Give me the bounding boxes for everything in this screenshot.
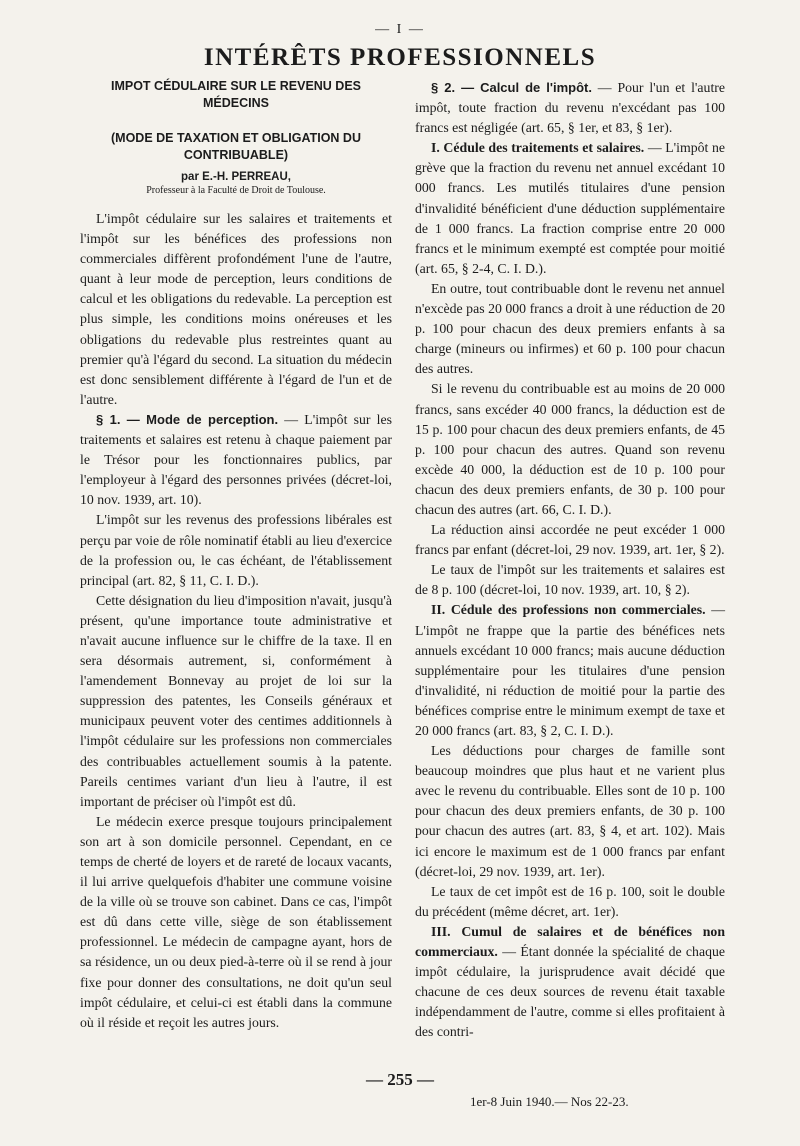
- paragraph-text: — Pour l'un et l'autre impôt, toute fraction du revenu n'excédant pas 100 francs est négligée (art. 65, § 1er, et 83, § 1er).: [415, 80, 725, 136]
- page-number: — 255 —: [366, 1070, 434, 1089]
- paragraph: La réduction ainsi accordée ne peut excéder 1 000 francs par enfant (décret-loi, 29 nov. 1939, art. 1er, § 2).: [415, 522, 725, 558]
- left-column: [80, 78, 392, 1033]
- paragraph: [415, 600, 725, 741]
- author-affiliation: Professeur à la Faculté de Droit de Toulouse.: [146, 185, 326, 196]
- author-byline: par E.-H. PERREAU,: [181, 171, 291, 183]
- section-heading-calcul: § 2. — Calcul de l'impôt.: [431, 80, 592, 95]
- paragraph-text: — L'impôt sur les traitements et salaires est retenu à chaque paiement par le Trésor pour les fonctionnaires publics, par l'employeur à l'égard des personnes privées (décret-loi, 10 nov. 1939, art. 10).: [80, 411, 393, 508]
- paragraph: Le médecin exerce presque toujours principalement son art à son domicile personnel. Cependant, en ce temps de cherté de loyers et de rareté de locaux vacants, il lui arrive quelquefois d'habiter une commune voisine de la ville où se trouve son cabinet. Dans ce cas, l'impôt est dû dans cette ville, siège de son établissement professionnel. Le médecin de campagne ayant, hors de sa résidence, un ou deux pied-à-terre où il se rend à jour fixe pour donner des consultations, ne doit qu'un seul impôt cédulaire, et celui-ci est établi dans la commune où il réside et reçoit les autres jours.: [80, 813, 392, 1030]
- paragraph: Le taux de l'impôt sur les traitements et salaires est de 8 p. 100 (décret-loi, 10 nov. 1939, art. 10, § 2).: [415, 562, 725, 598]
- section-title: INTÉRÊTS PROFESSIONNELS: [203, 44, 597, 71]
- right-column: [415, 78, 725, 1043]
- paragraph: Le taux de cet impôt est de 16 p. 100, soit le double du précédent (même décret, art. 1er).: [415, 883, 725, 919]
- paragraph: L'impôt cédulaire sur les salaires et traitements et l'impôt sur les bénéfices des professions non commerciales diffèrent profondément l'une de l'autre, quant à leur mode de perception, leurs conditions de calcul et les obligations du redevable. La perception est plus simple, les conditions moins onéreuses et les obligations du redevable plus restreintes quant au premier qu'à l'égard du second. La situation du médecin est donc sensiblement différente à l'égard de l'un et de l'autre.: [80, 211, 392, 407]
- paragraph: Si le revenu du contribuable est au moins de 20 000 francs, sans excéder 40 000 francs, la déduction est de 15 p. 100 pour chacun des deux premiers enfants, de 45 p. 100 pour chacun des autres. Quand son revenu excède 40 000, la déduction est de 10 p. 100 pour chacun des deux premiers enfants, de 30 p. 100 pour chacun des autres (art. 66, C. I. D.).: [415, 381, 725, 517]
- paragraph: [80, 410, 392, 510]
- paragraph: L'impôt sur les revenus des professions libérales est perçu par voie de rôle nominatif établi au lieu d'exercice de la profession ou, le cas échéant, de l'établissement principal (art. 82, § 11, C. I. D.).: [80, 512, 392, 588]
- paragraph: [415, 138, 725, 279]
- paragraph: Les déductions pour charges de famille sont beaucoup moindres que plus haut et ne varient plus avec le revenu du contribuable. Elles sont de 10 p. 100 pour chacun des deux premiers enfants, de 30 p. 100 pour chacun des autres (art. 83, § 4, et art. 102). Mais ici encore le maximum est de 1 000 francs par enfant (décret-loi, 29 nov. 1939, art. 1er).: [415, 743, 725, 879]
- subsection-heading-professions: II. Cédule des professions non commerciales.: [431, 602, 706, 618]
- paragraph: [415, 78, 725, 138]
- subsection-heading-traitements: I. Cédule des traitements et salaires.: [431, 140, 645, 156]
- article-subheading: (MODE DE TAXATION ET OBLIGATION DU CONTRIBUABLE): [111, 131, 361, 162]
- page-number-roman: — I —: [375, 22, 425, 37]
- subsection-heading-cumul: III. Cumul de salaires et de bénéfices non commerciaux.: [415, 923, 725, 960]
- paragraph: Cette désignation du lieu d'imposition n'avait, jusqu'à présent, qu'une importance toute administrative et n'avait aucune influence sur le chiffre de la taxe. Il en sera désormais autrement, si, conformément à l'amendement Bonnevay au projet de loi sur la suppression des patentes, les Conseils généraux et municipaux peuvent voter des centimes additionnels à l'impôt cédulaire sur les professions non commerciales des contribuables actuellement soumis à la patente. Pareils centimes variant d'un lieu à l'autre, il est important de préciser où l'impôt est dû.: [80, 592, 392, 809]
- paragraph: En outre, tout contribuable dont le revenu net annuel n'excède pas 20 000 francs a droit à une réduction de 20 p. 100 pour chacun des deux premiers enfants à sa charge (mineurs ou infirmes) et 60 p. 100 pour chacun des autres.: [415, 280, 725, 377]
- issue-date: 1er-8 Juin 1940.— Nos 22-23.: [470, 1094, 629, 1109]
- section-heading-mode-perception: § 1. — Mode de perception.: [96, 411, 279, 427]
- paragraph: [415, 922, 725, 1043]
- paragraph-text: — Étant donnée la spécialité de chaque impôt cédulaire, la jurisprudence avait décidé que chacune de ces deux sources de revenu était taxable indépendamment de l'autre, comme si elles profitaient à des contri-: [415, 944, 725, 1040]
- paragraph-text: — L'impôt ne grève que la fraction du revenu net annuel excédant 10 000 francs. Les mutilés titulaires d'une pension d'invalidité bénéficient d'une déduction supplémentaire de 1 000 francs. La fraction comprise entre 20 000 francs et le minimum exempté est comptée pour moitié (art. 65, § 2-4, C. I. D.).: [415, 140, 725, 276]
- article-heading: IMPOT CÉDULAIRE SUR LE REVENU DES MÉDECINS: [110, 79, 362, 110]
- paragraph-text: — L'impôt ne frappe que la partie des bénéfices nets annuels excédant 10 000 francs; mais aucune déduction supplémentaire pour les titulaires d'une pension d'invalidité, ni réduction de moitié pour la partie des bénéfices comprise entre le minimum exempt de taxe et 20 000 francs (art. 83, § 2, C. I. D.).: [415, 602, 725, 738]
